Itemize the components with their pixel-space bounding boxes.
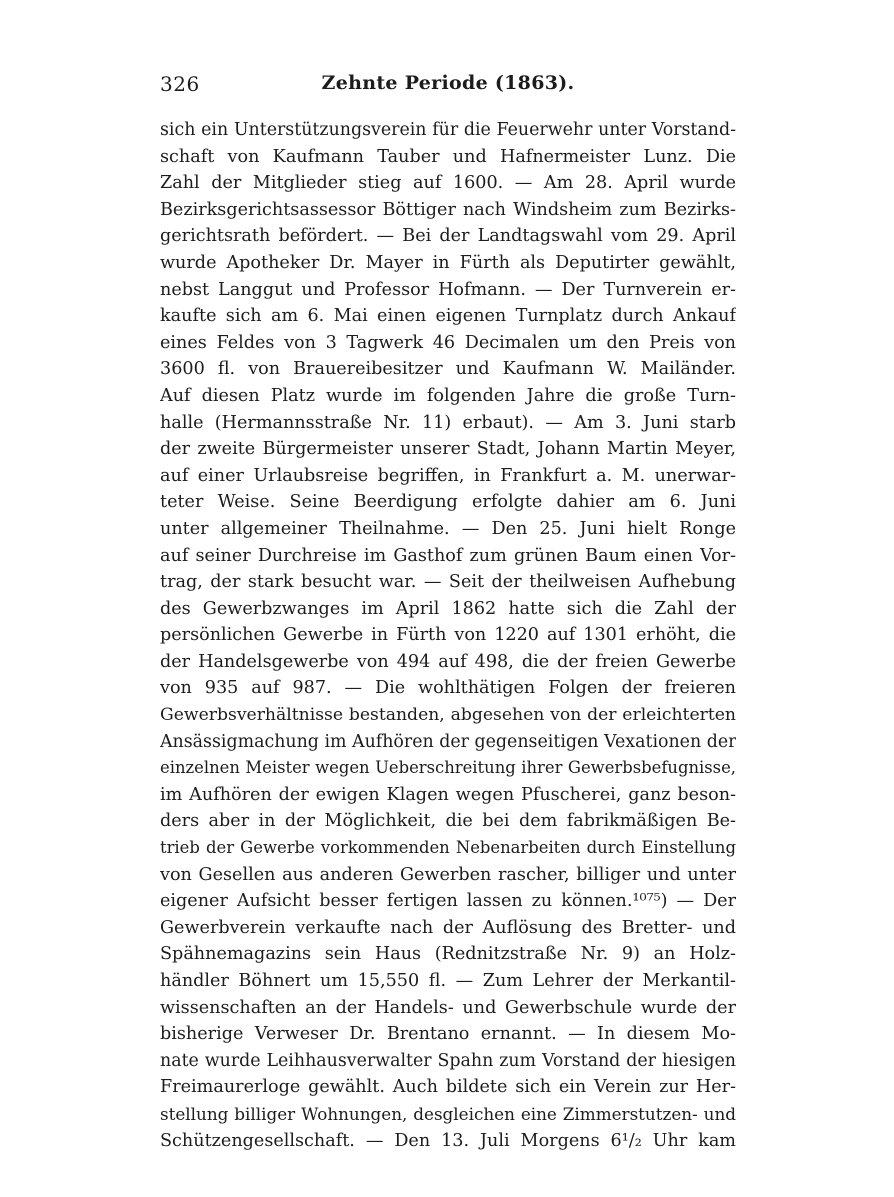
text-line: auf seiner Durchreise im Gasthof zum grünen Baum einen Vor- — [160, 545, 736, 566]
text-line: trag, der stark besucht war. — Seit der theilweisen Aufhebung — [160, 572, 736, 593]
text-line: wurde Apotheker Dr. Mayer in Fürth als Deputirter gewählt, — [160, 252, 736, 273]
text-line: Ansässigmachung im Aufhören der gegenseitigen Vexationen der — [160, 731, 736, 752]
text-line: Freimaurerloge gewählt. Auch bildete sich ein Verein zur Her- — [160, 1077, 736, 1098]
text-line: von Gesellen aus anderen Gewerben rascher, billiger und unter — [160, 864, 736, 885]
text-line: Spähnemagazins sein Haus (Rednitzstraße Nr. 9) an Holz- — [160, 944, 736, 965]
text-line: ders aber in der Möglichkeit, die bei dem fabrikmäßigen Be- — [160, 811, 736, 832]
text-line: trieb der Gewerbe vorkommenden Nebenarbeiten durch Einstellung — [160, 838, 736, 858]
text-line: gerichtsrath befördert. — Bei der Landtagswahl vom 29. April — [160, 226, 736, 247]
text-line: Bezirksgerichtsassessor Böttiger nach Windsheim zum Bezirks- — [160, 199, 736, 220]
text-line: eigener Aufsicht besser fertigen lassen zu können.¹⁰⁷⁵) — Der — [160, 891, 736, 912]
text-line: wissenschaften an der Handels- und Gewerbschule wurde der — [160, 997, 736, 1018]
text-line: des Gewerbzwanges im April 1862 hatte sich die Zahl der — [160, 598, 736, 619]
text-line: kaufte sich am 6. Mai einen eigenen Turnplatz durch Ankauf — [160, 306, 736, 327]
body-text — [160, 117, 736, 1154]
text-line: Gewerbsverhältnisse bestanden, abgesehen von der erleichterten — [160, 705, 736, 726]
text-line: von 935 auf 987. — Die wohlthätigen Folgen der freieren — [160, 678, 736, 699]
text-line: händler Böhnert um 15,550 fl. — Zum Lehrer der Merkantil- — [160, 971, 736, 991]
text-line: im Aufhören der ewigen Klagen wegen Pfuscherei, ganz beson- — [160, 784, 736, 805]
text-line: stellung billiger Wohnungen, desgleichen eine Zimmerstutzen- und — [160, 1103, 736, 1124]
text-line: nebst Langgut und Professor Hofmann. — Der Turnverein er- — [160, 279, 736, 300]
page-number: 326 — [160, 72, 200, 96]
text-line: teter Weise. Seine Beerdigung erfolgte dahier am 6. Juni — [160, 492, 736, 513]
text-line: auf einer Urlaubsreise begriffen, in Frankfurt a. M. unerwar- — [160, 465, 736, 486]
page-header — [160, 72, 736, 102]
text-line: schaft von Kaufmann Tauber und Hafnermeister Lunz. Die — [160, 146, 736, 167]
text-line: Zahl der Mitglieder stieg auf 1600. — Am 28. April wurde — [160, 173, 736, 194]
text-line: einzelnen Meister wegen Ueberschreitung ihrer Gewerbsbefugnisse, — [160, 758, 736, 778]
text-line: Schützengesellschaft. — Den 13. Juli Morgens 6¹/₂ Uhr kam — [160, 1130, 736, 1151]
text-line: bisherige Verweser Dr. Brentano ernannt. — In diesem Mo- — [160, 1024, 736, 1045]
text-line: Auf diesen Platz wurde im folgenden Jahre die große Turn- — [160, 385, 736, 406]
text-line: nate wurde Leihhausverwalter Spahn zum Vorstand der hiesigen — [160, 1050, 736, 1071]
text-line: halle (Hermannsstraße Nr. 11) erbaut). — Am 3. Juni starb — [160, 412, 736, 433]
text-line: Gewerbverein verkaufte nach der Auflösung des Bretter- und — [160, 917, 736, 938]
text-line: sich ein Unterstützungsverein für die Feuerwehr unter Vorstand- — [160, 120, 736, 140]
text-line: unter allgemeiner Theilnahme. — Den 25. Juni hielt Ronge — [160, 518, 736, 539]
text-line: der zweite Bürgermeister unserer Stadt, Johann Martin Meyer, — [160, 439, 736, 460]
text-line: 3600 fl. von Brauereibesitzer und Kaufmann W. Mailänder. — [160, 359, 736, 380]
text-line: eines Feldes von 3 Tagwerk 46 Decimalen um den Preis von — [160, 332, 736, 353]
text-line: persönlichen Gewerbe in Fürth von 1220 auf 1301 erhöht, die — [160, 625, 736, 646]
text-line: der Handelsgewerbe von 494 auf 498, die der freien Gewerbe — [160, 651, 736, 672]
running-head: Zehnte Periode (1863). — [321, 72, 575, 94]
